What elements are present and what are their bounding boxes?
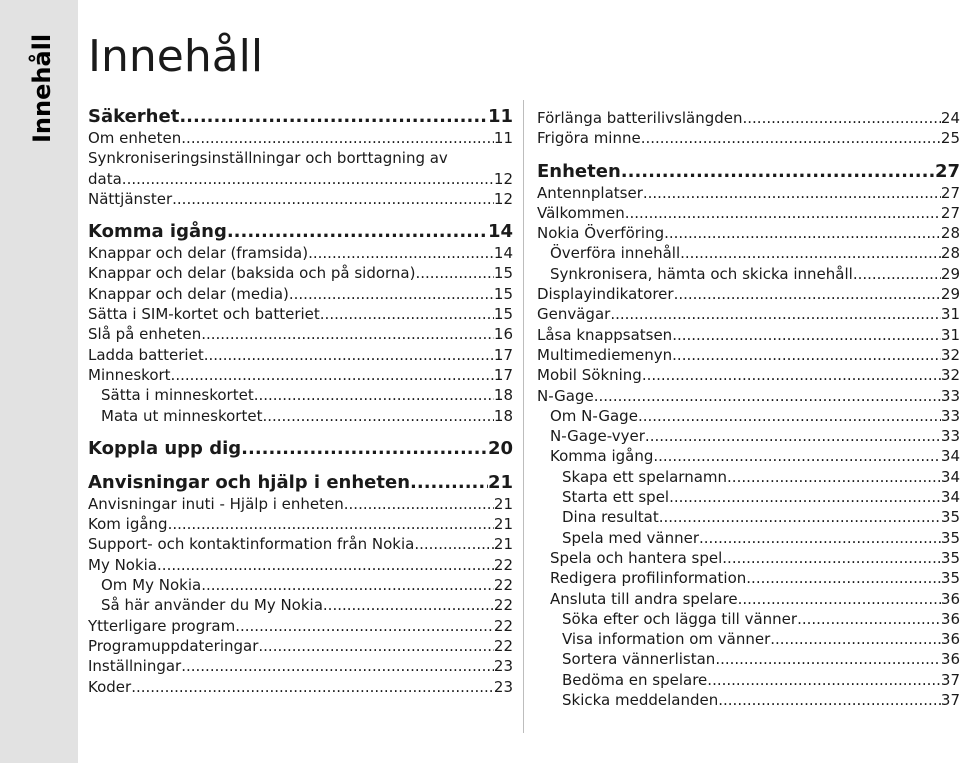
toc-entry[interactable] (88, 616, 513, 636)
dot-leader (201, 324, 494, 344)
toc-entry-title: Knappar och delar (framsida) (88, 244, 309, 263)
toc-entry-title: Frigöra minne (537, 129, 641, 148)
toc-page-number: 21 (493, 535, 513, 554)
dot-leader (201, 575, 494, 595)
toc-entry-title: Komma igång (88, 221, 227, 243)
dot-leader (664, 223, 941, 243)
toc-entry[interactable] (537, 670, 960, 690)
toc-entry-title: Synkronisera, hämta och skicka innehåll (550, 264, 853, 283)
toc-entry-title: Skapa ett spelarnamn (562, 467, 728, 486)
toc-entry-title: Enheten (537, 160, 621, 182)
toc-entry-title: Nättjänster (88, 189, 173, 208)
toc-page-number: 27 (934, 160, 960, 182)
dot-leader (179, 106, 488, 128)
toc-entry[interactable] (88, 514, 513, 534)
section-gap (88, 426, 513, 438)
toc-page-number: 18 (493, 386, 513, 405)
toc-entry[interactable] (88, 304, 513, 324)
page-title: Innehåll (88, 31, 264, 82)
toc-entry-title: N-Gage (537, 386, 594, 405)
toc-page-number: 33 (940, 406, 960, 425)
toc-entry[interactable] (537, 365, 960, 385)
dot-leader (643, 183, 941, 203)
toc-entry-title: Redigera profilinformation (550, 569, 747, 588)
section-gap (88, 209, 513, 221)
dot-leader (171, 365, 494, 385)
toc-entry[interactable] (537, 386, 960, 406)
dot-leader (262, 406, 493, 426)
toc-entry[interactable] (537, 325, 960, 345)
toc-page-number: 21 (493, 515, 513, 534)
toc-entry-title: Nokia Överföring (537, 224, 665, 243)
toc-page-number: 34 (940, 447, 960, 466)
section-gap (537, 149, 960, 161)
toc-entry-title: Mata ut minneskortet (101, 406, 263, 425)
dot-leader (308, 243, 494, 263)
toc-entry[interactable] (88, 595, 513, 615)
toc-entry-title: Bedöma en spelare (562, 670, 708, 689)
toc-entry[interactable] (537, 203, 960, 223)
toc-entry[interactable] (88, 555, 513, 575)
toc-page-number: 15 (493, 284, 513, 303)
toc-left-column (88, 106, 513, 697)
toc-entry-title: Kom igång (88, 515, 168, 534)
dot-leader (642, 365, 941, 385)
toc-page-number: 29 (940, 264, 960, 283)
dot-leader (645, 426, 941, 446)
toc-entry[interactable] (537, 568, 960, 588)
dot-leader (122, 169, 494, 189)
dot-leader (727, 467, 941, 487)
toc-entry-title: Programuppdateringar (88, 636, 259, 655)
toc-page-number: 35 (940, 569, 960, 588)
dot-leader (715, 649, 941, 669)
toc-page-number: 35 (940, 548, 960, 567)
toc-entry[interactable] (537, 446, 960, 466)
toc-entry-title: Anvisningar och hjälp i enheten (88, 471, 411, 493)
dot-leader (594, 386, 941, 406)
toc-page-number: 14 (487, 221, 513, 243)
toc-entry[interactable] (537, 528, 960, 548)
side-tab (0, 0, 78, 763)
toc-page-number: 11 (487, 106, 513, 127)
dot-leader (131, 677, 494, 697)
dot-leader (157, 555, 494, 575)
toc-entry-title: My Nokia (88, 555, 158, 574)
toc-entry-title: Sätta i minneskortet (101, 386, 254, 405)
toc-page-number: 21 (487, 471, 513, 493)
toc-entry[interactable] (88, 575, 513, 595)
toc-entry-title: Knappar och delar (baksida och på sidorna) (88, 264, 416, 283)
toc-page-number: 34 (940, 467, 960, 486)
toc-page-number: 34 (940, 488, 960, 507)
toc-entry[interactable] (537, 589, 960, 609)
dot-leader (680, 243, 941, 263)
toc-page-number: 28 (940, 244, 960, 263)
dot-leader (410, 472, 488, 494)
toc-page-number: 22 (493, 576, 513, 595)
dot-leader (415, 263, 493, 283)
toc-page-number: 14 (493, 244, 513, 263)
toc-entry-title: Inställningar (88, 657, 182, 676)
toc-entry[interactable] (537, 284, 960, 304)
toc-entry-title: Söka efter och lägga till vänner (562, 609, 798, 628)
toc-entry-title: Ladda batteriet (88, 345, 204, 364)
toc-entry-title: Spela med vänner (562, 528, 700, 547)
toc-entry[interactable] (537, 548, 960, 568)
dot-leader (672, 325, 941, 345)
dot-leader (241, 438, 488, 460)
toc-entry[interactable] (537, 183, 960, 203)
toc-page-number: 29 (940, 285, 960, 304)
toc-page-number: 28 (940, 224, 960, 243)
dot-leader (181, 128, 494, 148)
toc-entry-title: Antennplatser (537, 183, 643, 202)
toc-entry[interactable] (88, 148, 513, 168)
toc-entry-title: Visa information om vänner (562, 630, 771, 649)
dot-leader (641, 128, 941, 148)
toc-entry-title: Så här använder du My Nokia (101, 596, 323, 615)
toc-entry-title: Genvägar (537, 305, 611, 324)
toc-entry-title: Multimediemenyn (537, 345, 673, 364)
dot-leader (638, 406, 941, 426)
dot-leader (258, 636, 494, 656)
toc-entry[interactable] (88, 128, 513, 148)
toc-section-heading[interactable] (88, 438, 513, 460)
toc-page-number: 32 (940, 366, 960, 385)
toc-entry[interactable] (88, 345, 513, 365)
dot-leader (204, 345, 494, 365)
toc-entry[interactable] (537, 609, 960, 629)
dot-leader (653, 446, 941, 466)
toc-entry-title: Om My Nokia (101, 576, 202, 595)
dot-leader (621, 161, 935, 183)
toc-entry[interactable] (537, 108, 960, 128)
toc-entry[interactable] (537, 223, 960, 243)
side-tab-label: Innehåll (28, 34, 56, 144)
dot-leader (289, 284, 494, 304)
toc-entry-title: N-Gage-vyer (550, 427, 645, 446)
toc-entry-title: Ansluta till andra spelare (550, 589, 738, 608)
dot-leader (344, 494, 494, 514)
section-gap (88, 460, 513, 472)
toc-page-number: 36 (940, 609, 960, 628)
toc-entry-title: Ytterligare program (88, 616, 236, 635)
toc-page-number: 12 (493, 189, 513, 208)
toc-entry-title: data (88, 169, 122, 188)
toc-entry[interactable] (88, 284, 513, 304)
toc-page-number: 27 (940, 203, 960, 222)
toc-page-number: 21 (493, 494, 513, 513)
toc-entry-title: Om N-Gage (550, 406, 638, 425)
toc-entry[interactable] (88, 677, 513, 697)
toc-page-number: 33 (940, 386, 960, 405)
toc-page-number: 20 (487, 437, 513, 459)
toc-entry-title: Synkroniseringsinställningar och borttagning av (88, 149, 448, 168)
toc-page-number: 37 (940, 691, 960, 710)
toc-entry-title: Anvisningar inuti - Hjälp i enheten (88, 494, 344, 513)
toc-entry-title: Överföra innehåll (550, 244, 681, 263)
toc-entry[interactable] (88, 534, 513, 554)
dot-leader (659, 507, 941, 527)
toc-entry-title: Koppla upp dig (88, 437, 242, 459)
toc-page-number: 16 (493, 325, 513, 344)
toc-section-heading[interactable] (88, 106, 513, 128)
toc-entry-title: Support- och kontaktinformation från Nokia (88, 535, 415, 554)
toc-entry-title: Sätta i SIM-kortet och batteriet (88, 305, 320, 324)
toc-entry[interactable] (88, 169, 513, 189)
toc-section-heading[interactable] (88, 472, 513, 494)
toc-entry[interactable] (537, 264, 960, 284)
toc-page-number: 24 (940, 109, 960, 127)
toc-entry[interactable] (537, 690, 960, 710)
dot-leader (323, 595, 494, 615)
toc-page-number: 35 (940, 508, 960, 527)
toc-entry[interactable] (88, 189, 513, 209)
toc-entry-title: Minneskort (88, 365, 171, 384)
toc-entry-title: Starta ett spel (562, 488, 670, 507)
toc-entry[interactable] (88, 385, 513, 405)
toc-page-number: 31 (940, 305, 960, 324)
toc-entry-title: Skicka meddelanden (562, 691, 719, 710)
dot-leader (672, 345, 941, 365)
toc-page-number: 11 (493, 129, 513, 147)
toc-entry[interactable] (88, 656, 513, 676)
toc-page-number: 36 (940, 630, 960, 649)
toc-entry[interactable] (537, 649, 960, 669)
toc-page-number: 22 (493, 636, 513, 655)
toc-page-number: 25 (940, 129, 960, 148)
toc-page-number: 12 (493, 169, 513, 188)
toc-entry[interactable] (537, 467, 960, 487)
toc-entry-title: Mobil Sökning (537, 366, 642, 385)
column-divider (523, 100, 524, 733)
toc-page-number: 23 (493, 677, 513, 696)
toc-page-number: 15 (493, 264, 513, 283)
toc-section-heading[interactable] (537, 161, 960, 183)
toc-page-number: 37 (940, 670, 960, 689)
toc-entry[interactable] (537, 345, 960, 365)
dot-leader (227, 221, 488, 243)
toc-entry-title: Sortera vännerlistan (562, 650, 716, 669)
toc-entry-title: Displayindikatorer (537, 285, 674, 304)
dot-leader (669, 487, 941, 507)
dot-leader (718, 690, 941, 710)
toc-section-heading[interactable] (88, 221, 513, 243)
dot-leader (674, 284, 941, 304)
toc-page-number: 22 (493, 555, 513, 574)
toc-page-number: 22 (493, 616, 513, 635)
toc-entry[interactable] (537, 507, 960, 527)
toc-entry-title: Knappar och delar (media) (88, 284, 289, 303)
toc-page-number: 17 (493, 365, 513, 384)
dot-leader (770, 629, 941, 649)
toc-page-number: 33 (940, 427, 960, 446)
toc-entry[interactable] (88, 243, 513, 263)
toc-entry-title: Välkommen (537, 203, 625, 222)
toc-entry[interactable] (88, 636, 513, 656)
toc-entry[interactable] (537, 629, 960, 649)
dot-leader (181, 656, 494, 676)
dot-leader (707, 670, 941, 690)
dot-leader (797, 609, 941, 629)
toc-right-column (537, 108, 960, 710)
toc-page-number: 22 (493, 596, 513, 615)
dot-leader (320, 304, 494, 324)
toc-entry[interactable] (537, 128, 960, 148)
toc-entry[interactable] (88, 263, 513, 283)
toc-page-number: 17 (493, 345, 513, 364)
toc-page-number: 35 (940, 528, 960, 547)
toc-page-number: 32 (940, 345, 960, 364)
toc-page-number: 31 (940, 325, 960, 344)
toc-entry[interactable] (537, 304, 960, 324)
dot-leader (699, 528, 941, 548)
toc-entry-title: Komma igång (550, 447, 654, 466)
dot-leader (610, 304, 941, 324)
dot-leader (738, 589, 941, 609)
toc-entry[interactable] (537, 487, 960, 507)
toc-page-number: 18 (493, 406, 513, 425)
toc-entry[interactable] (537, 406, 960, 426)
dot-leader (235, 616, 494, 636)
toc-page-number: 15 (493, 305, 513, 324)
toc-page-number: 36 (940, 589, 960, 608)
dot-leader (746, 568, 941, 588)
toc-page-number: 23 (493, 657, 513, 676)
toc-entry[interactable] (88, 365, 513, 385)
dot-leader (168, 514, 494, 534)
toc-page-number: 27 (940, 183, 960, 202)
toc-page-number: 36 (940, 650, 960, 669)
toc-entry[interactable] (537, 243, 960, 263)
dot-leader (625, 203, 941, 223)
toc-entry-title: Förlänga batterilivslängden (537, 109, 743, 127)
dot-leader (414, 534, 494, 554)
toc-entry[interactable] (88, 324, 513, 344)
toc-entry-title: Slå på enheten (88, 325, 202, 344)
toc-entry-title: Säkerhet (88, 106, 180, 127)
toc-entry[interactable] (88, 494, 513, 514)
dot-leader (722, 548, 941, 568)
toc-entry[interactable] (88, 406, 513, 426)
toc-entry-title: Koder (88, 677, 132, 696)
dot-leader (853, 264, 941, 284)
toc-entry-title: Låsa knappsatsen (537, 325, 673, 344)
toc-entry-title: Om enheten (88, 129, 182, 147)
dot-leader (254, 385, 494, 405)
toc-entry-title: Dina resultat (562, 508, 659, 527)
dot-leader (172, 189, 494, 209)
toc-entry-title: Spela och hantera spel (550, 548, 723, 567)
toc-entry[interactable] (537, 426, 960, 446)
dot-leader (743, 108, 941, 128)
